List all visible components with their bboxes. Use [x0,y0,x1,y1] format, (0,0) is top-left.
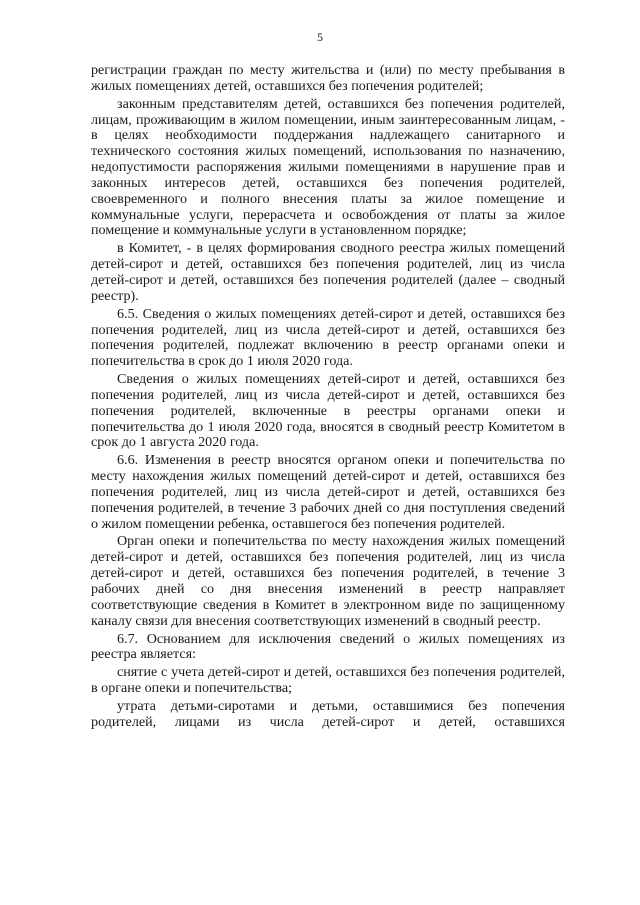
paragraph-6-7-loss-of-status: утрата детьми-сиротами и детьми, оставшимися без попечения родителей, лицами из числа детей-сирот и детей, оставшихся [91,697,565,730]
paragraph-legal-representatives: законным представителям детей, оставшихся без попечения родителей, лицам, проживающим в жилом помещении, иным заинтересованным лицам, - в целях необходимости поддержания надлежащего санитарного и технического состояния жилых помещений, использования по назначению, недопустимости распоряжения жилыми помещениями в нарушение прав и законных интересов детей, оставшихся без попечения родителей, своевременного и полного внесения платы за жилое помещение и коммунальные услуги, перерасчета и освобождения от платы за жилое помещение и коммунальные услуги в установленном порядке; [91,95,565,239]
document-body [91,63,565,731]
paragraph-6-7-deregistration: снятие с учета детей-сирот и детей, оставшихся без попечения родителей, в органе опеки и попечительства; [91,664,565,697]
paragraph-registration-continued: регистрации граждан по месту жительства и (или) по месту пребывания в жилых помещениях детей, оставшихся без попечения родителей; [91,62,565,94]
paragraph-6-6-guardianship-body: Орган опеки и попечительства по месту нахождения жилых помещений детей-сирот и детей, оставшихся без попечения родителей, лиц из числа детей-сирот и детей, оставшихся без попечения родителей, в течение 3 рабочих дней со дня внесения изменений в реестр направляет соответствующие сведения в Комитет в электронном виде по защищенному каналу связи для внесения соответствующих изменений в сводный реестр. [91,533,565,629]
paragraph-6-6: 6.6. Изменения в реестр вносятся органом опеки и попечительства по месту нахождения жилых помещений детей-сирот и детей, оставшихся без попечения родителей, лиц из числа детей-сирот и детей, оставшихся без попечения родителей, в течение 3 рабочих дней со дня поступления сведений о жилом помещении ребенка, оставшегося без попечения родителей. [91,452,565,532]
page-number: 5 [317,30,323,44]
paragraph-6-5: 6.5. Сведения о жилых помещениях детей-сирот и детей, оставшихся без попечения родителей, лиц из числа детей-сирот и детей, оставшихся без попечения родителей, подлежат включению в реестр органами опеки и попечительства в срок до 1 июля 2020 года. [91,305,565,370]
paragraph-6-5-register-info: Сведения о жилых помещениях детей-сирот и детей, оставшихся без попечения родителей, лиц из числа детей-сирот и детей, оставшихся без попечения родителей, включенные в реестры органами опеки и попечительства до 1 июля 2020 года, вносятся в сводный реестр Комитетом в срок до 1 августа 2020 года. [91,371,565,451]
paragraph-6-7: 6.7. Основанием для исключения сведений о жилых помещениях из реестра является: [91,630,565,663]
paragraph-committee: в Комитет, - в целях формирования сводного реестра жилых помещений детей-сирот и детей, оставшихся без попечения родителей, лиц из числа детей-сирот и детей, оставшихся без попечения родителей (далее – сводный реестр). [91,240,565,304]
